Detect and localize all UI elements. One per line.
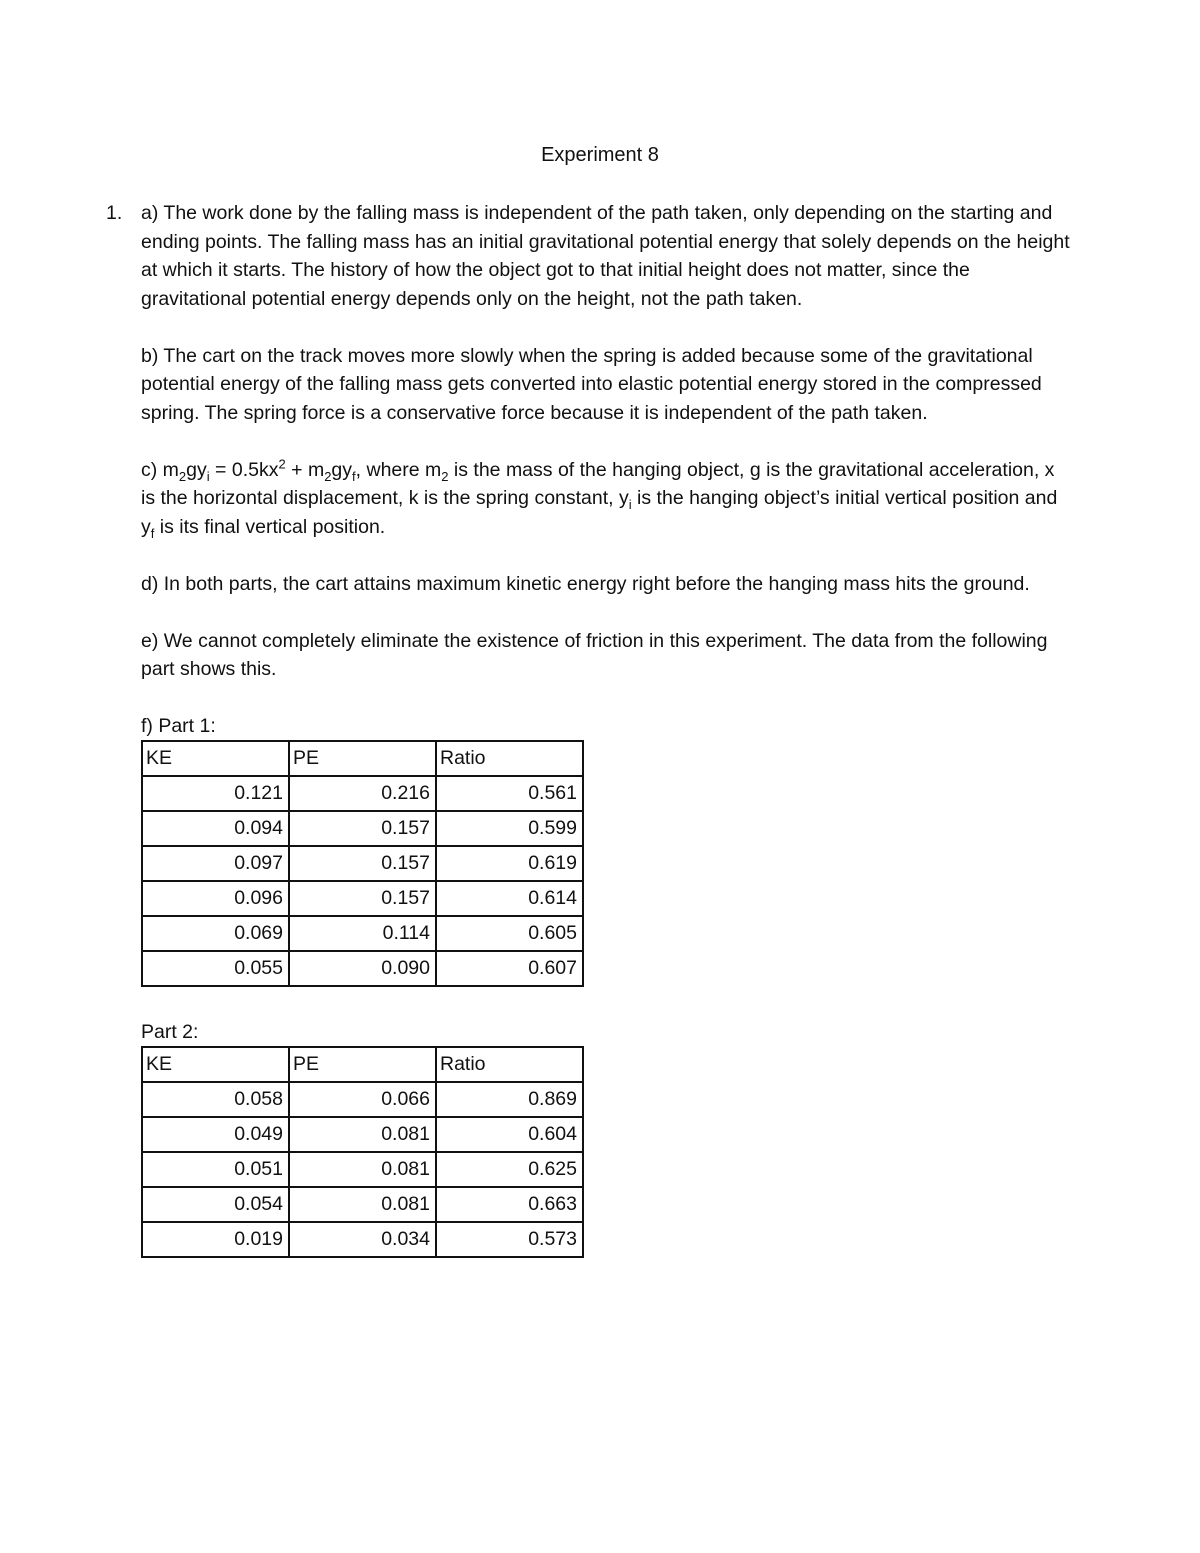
table-cell: 0.605 [436, 916, 583, 951]
table-cell: 0.055 [142, 951, 289, 986]
table-row [142, 951, 583, 986]
part2-caption: Part 2: [141, 1021, 199, 1043]
column-header: KE [142, 741, 289, 776]
table-row [142, 1117, 583, 1152]
table-cell: 0.069 [142, 916, 289, 951]
table-header-row [142, 1047, 583, 1082]
table-cell: 0.066 [289, 1082, 436, 1117]
table-cell: 0.121 [142, 776, 289, 811]
table-row [142, 1152, 583, 1187]
table-cell: 0.114 [289, 916, 436, 951]
table-cell: 0.096 [142, 881, 289, 916]
table-row [142, 916, 583, 951]
table-cell: 0.157 [289, 881, 436, 916]
table-row [142, 811, 583, 846]
table-cell: 0.019 [142, 1222, 289, 1257]
answer-b: b) The cart on the track moves more slowly when the spring is added because some of the gravitational potential energy of the falling mass gets converted into elastic potential energy stored in the compressed spring. The spring force is a conservative force because it is independent of the path taken. [141, 344, 1042, 424]
table-cell: 0.054 [142, 1187, 289, 1222]
answer-c: c) $m_2gy_i = 0.5kx^2 + m_2gy_f$, where $m_2$ is the mass of the hanging object, g is the gravitational acceleration, x is the horizontal displacement, k is the spring constant, $y_i$ is the hanging object’s initial vertical position and $y_f$ is its final vertical position. [141, 456, 1058, 541]
table-row [142, 776, 583, 811]
table-cell: 0.034 [289, 1222, 436, 1257]
part1-caption: f) Part 1: [141, 715, 216, 737]
table-cell: 0.599 [436, 811, 583, 846]
table-cell: 0.090 [289, 951, 436, 986]
table-cell: 0.604 [436, 1117, 583, 1152]
column-header: Ratio [436, 1047, 583, 1082]
table-cell: 0.573 [436, 1222, 583, 1257]
table-row [142, 1082, 583, 1117]
answer-d: d) In both parts, the cart attains maximum kinetic energy right before the hanging mass hits the ground. [141, 572, 1030, 595]
table-cell: 0.216 [289, 776, 436, 811]
table-cell: 0.607 [436, 951, 583, 986]
table-header-row [142, 741, 583, 776]
table-cell: 0.869 [436, 1082, 583, 1117]
table-cell: 0.058 [142, 1082, 289, 1117]
table-cell: 0.097 [142, 846, 289, 881]
table-row [142, 881, 583, 916]
column-header: Ratio [436, 741, 583, 776]
table-cell: 0.619 [436, 846, 583, 881]
column-header: PE [289, 1047, 436, 1082]
table-cell: 0.081 [289, 1117, 436, 1152]
table-row [142, 1222, 583, 1257]
table-cell: 0.614 [436, 881, 583, 916]
table-cell: 0.663 [436, 1187, 583, 1222]
column-header: KE [142, 1047, 289, 1082]
list-number: 1. [106, 202, 123, 224]
table-cell: 0.157 [289, 846, 436, 881]
answer-e: e) We cannot completely eliminate the existence of friction in this experiment. The data from the following part shows this. [141, 629, 1048, 680]
table-row [142, 1187, 583, 1222]
page-title: Experiment 8 [541, 144, 659, 166]
table-cell: 0.051 [142, 1152, 289, 1187]
answer-a: a) The work done by the falling mass is independent of the path taken, only depending on the starting and ending points. The falling mass has an initial gravitational potential energy that solely depends on the height at which it starts. The history of how the object got to that initial height does not matter, since the gravitational potential energy depends only on the height, not the path taken. [141, 202, 1070, 310]
table-cell: 0.081 [289, 1187, 436, 1222]
table-cell: 0.157 [289, 811, 436, 846]
table-cell: 0.049 [142, 1117, 289, 1152]
table-cell: 0.081 [289, 1152, 436, 1187]
part2-table [141, 1046, 584, 1258]
answer-content [141, 199, 1071, 1258]
table-cell: 0.625 [436, 1152, 583, 1187]
part1-table [141, 740, 584, 987]
table-cell: 0.561 [436, 776, 583, 811]
table-row [142, 846, 583, 881]
table-cell: 0.094 [142, 811, 289, 846]
column-header: PE [289, 741, 436, 776]
